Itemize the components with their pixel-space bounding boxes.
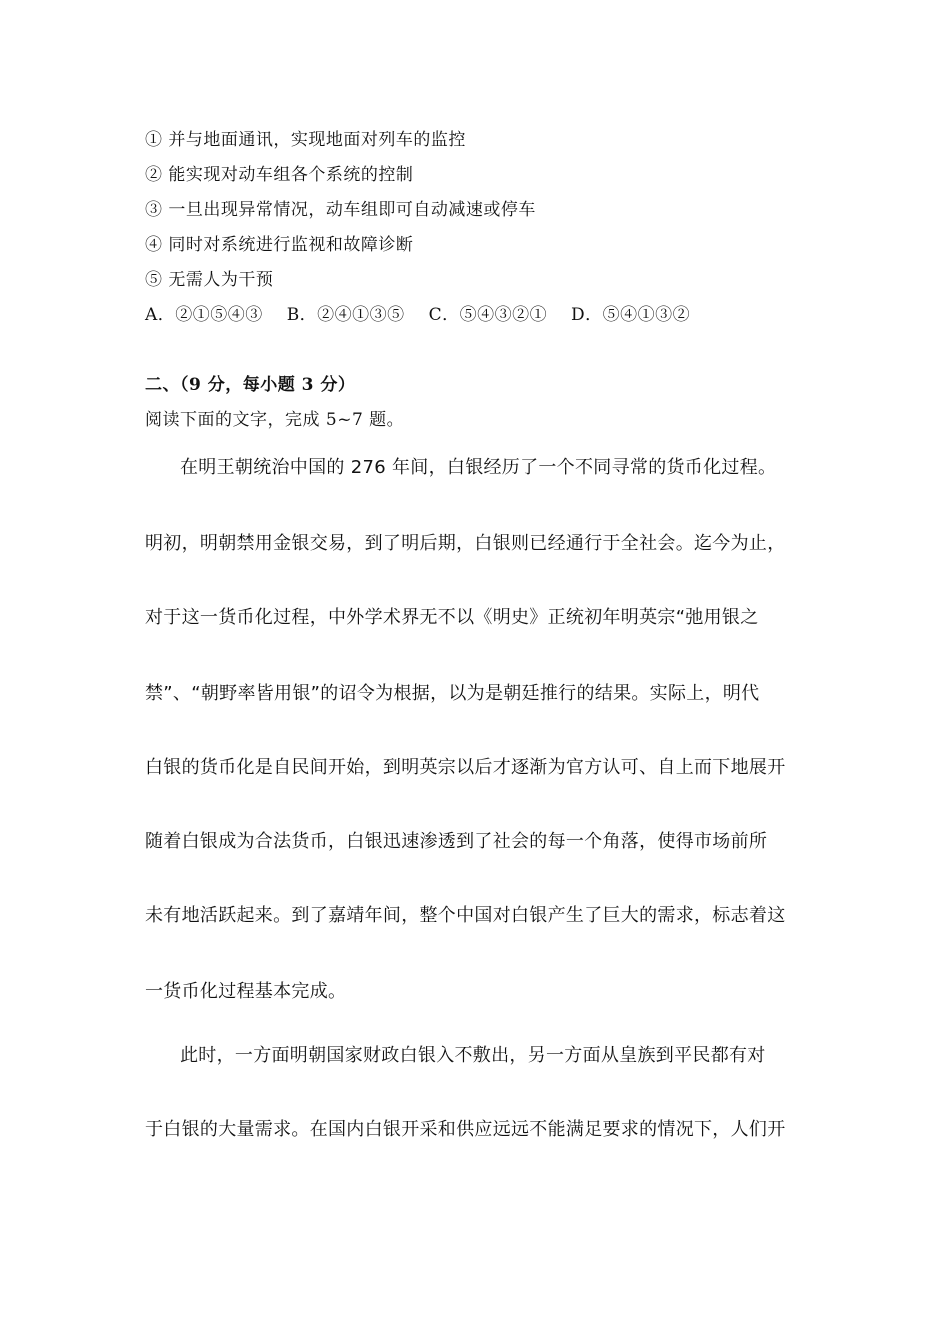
choice-b: B．②④①③⑤ xyxy=(286,305,405,325)
answer-choices xyxy=(145,300,708,325)
section-heading: 二、（9 分，每小题 3 分） xyxy=(145,375,356,395)
list-item-4: ④ 同时对系统进行监视和故障诊断 xyxy=(145,235,414,255)
passage-line-7: 未有地活跃起来。到了嘉靖年间，整个中国对白银产生了巨大的需求，标志着这 xyxy=(145,905,786,926)
passage-line-9: 此时，一方面明朝国家财政白银入不敷出，另一方面从皇族到平民都有对 xyxy=(180,1045,766,1066)
passage-line-2: 明初，明朝禁用金银交易，到了明后期，白银则已经通行于全社会。迄今为止， xyxy=(145,533,786,554)
choice-d: D．⑤④①③② xyxy=(571,305,691,325)
passage-line-6: 随着白银成为合法货币，白银迅速渗透到了社会的每一个角落，使得市场前所 xyxy=(145,831,768,852)
list-item-5: ⑤ 无需人为干预 xyxy=(145,270,274,290)
list-item-1: ① 并与地面通讯，实现地面对列车的监控 xyxy=(145,130,466,150)
passage-line-1: 在明王朝统治中国的 276 年间，白银经历了一个不同寻常的货币化过程。 xyxy=(180,457,777,478)
choice-a: A．②①⑤④③ xyxy=(145,305,263,325)
list-item-3: ③ 一旦出现异常情况，动车组即可自动减速或停车 xyxy=(145,200,536,220)
list-item-2: ② 能实现对动车组各个系统的控制 xyxy=(145,165,414,185)
passage-line-10: 于白银的大量需求。在国内白银开采和供应远远不能满足要求的情况下，人们开 xyxy=(145,1119,786,1140)
choice-c: C．⑤④③②① xyxy=(428,305,548,325)
section-instruction: 阅读下面的文字，完成 5~7 题。 xyxy=(145,410,405,430)
passage-line-4: 禁”、“朝野率皆用银”的诏令为根据，以为是朝廷推行的结果。实际上，明代 xyxy=(145,683,760,704)
passage-line-3: 对于这一货币化过程，中外学术界无不以《明史》正统初年明英宗“弛用银之 xyxy=(145,607,759,628)
passage-line-8: 一货币化过程基本完成。 xyxy=(145,981,347,1002)
passage-line-5: 白银的货币化是自民间开始，到明英宗以后才逐渐为官方认可、自上而下地展开 xyxy=(145,757,786,778)
